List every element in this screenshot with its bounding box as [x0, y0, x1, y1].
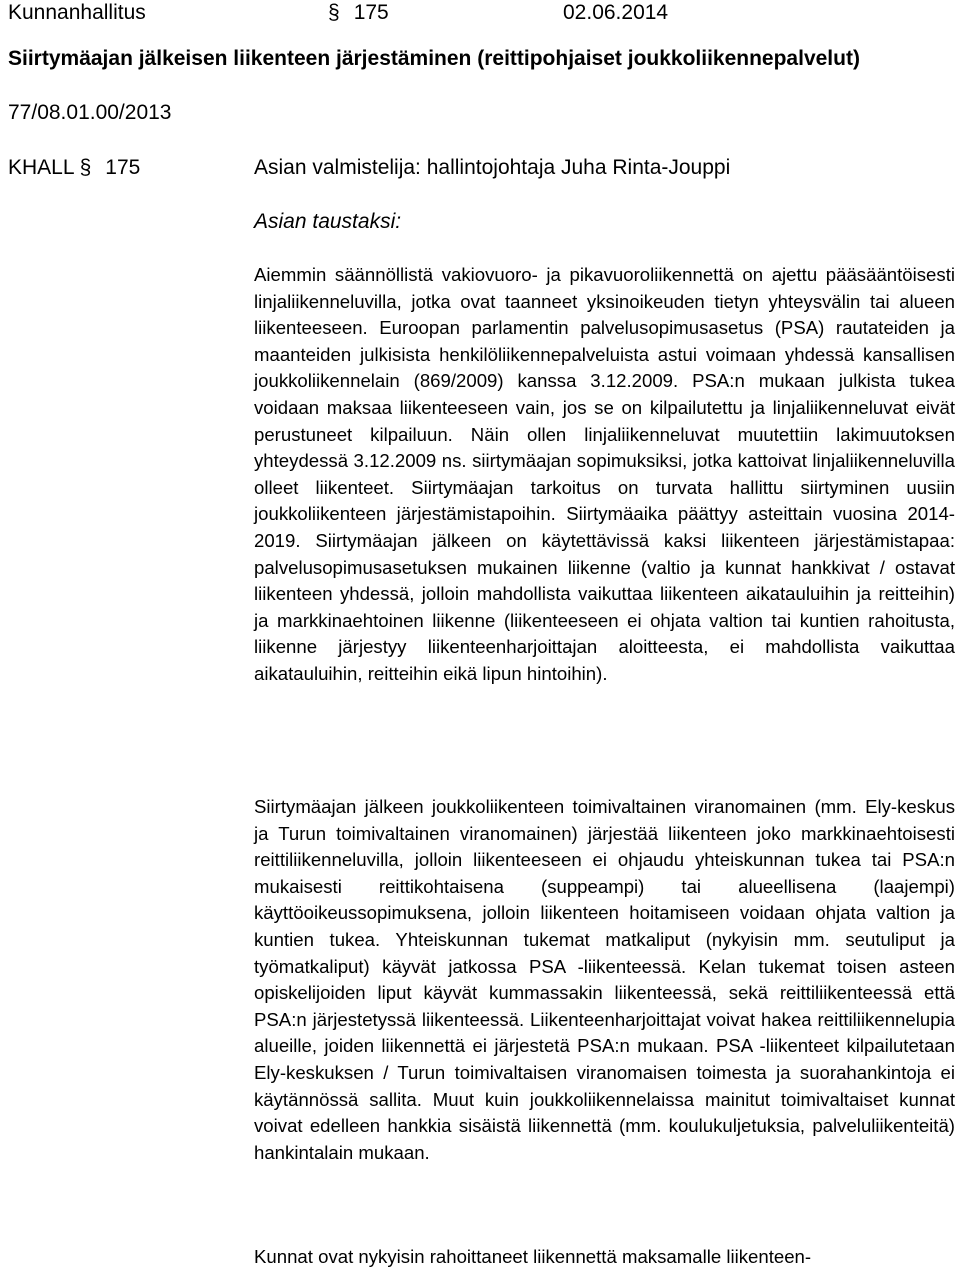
section-symbol: § — [328, 1, 340, 24]
body-paragraph: Aiemmin säännöllistä vakiovuoro- ja pikavuoroliikennettä on ajettu pääsääntöisesti linjaliikenneluvilla, jotka ovat taanneet yksinoikeuden tietyn yhteysvälin tai alueen liikenteeseen. Euroopan parlamentin palvelusopimusasetus (PSA) rautateiden ja maanteiden julkisista henkilöliikennepalveluista astui voimaan yhdessä kansallisen joukkoliikennelain (869/2009) kanssa 3.12.2009. PSA:n mukaan julkista tukea voidaan maksaa liikenteeseen vain, jos se on kilpailutettu ja linjaliikenneluvat eivät perustuneet kilpailuun. Näin ollen linjaliikenneluvat muutettiin lakimuutoksen yhteydessä 3.12.2009 ns. siirtymäajan sopimuksiksi, jotka kattoivat linjaliikenneluvilla olleet liikenteet. Siirtymäajan tarkoitus on turvata hallittu siirtyminen uusiin joukkoliikenteen järjestämistapoihin. Siirtymäaika päättyy asteittain vuosina 2014-2019. Siirtymäajan jälkeen on käytettävissä kaksi liikenteen järjestämistapaa: palvelusopimusasetuksen mukainen liikenne (valtio ja kunnat hankkivat / ostavat liikenteen yhdessä, jolloin mahdollista vaikuttaa liikenteen aikatauluihin ja reitteihin) ja markkinaehtoinen liikenne (liikenteeseen ei ohjata valtion tai kuntien rahoitusta, liikenne järjestyy liikenteenharjoittajan aloitteesta, ei mahdollista vaikuttaa aikatauluihin, reitteihin eikä lipun hintoihin). — [254, 264, 955, 684]
case-identifier — [8, 155, 140, 181]
background-heading: Asian taustaksi: — [254, 210, 402, 233]
case-number: 175 — [105, 156, 141, 179]
section-number: 175 — [353, 1, 389, 24]
body-paragraph: Kunnat ovat nykyisin rahoittaneet liikennettä maksamalle liikenteen- — [254, 1246, 812, 1267]
meeting-date: 02.06.2014 — [563, 1, 669, 24]
body-paragraph: Siirtymäajan jälkeen joukkoliikenteen toimivaltainen viranomainen (mm. Ely-keskus ja Turun toimivaltainen viranomainen) järjestää liikenteen joko markkinaehtoisesti reittiliikenneluvilla, jolloin liikenteeseen ei ohjaudu yhteiskunnan tukea tai PSA:n mukaisesti reittikohtaisena (suppeampi) tai alueellisena (laajempi) käyttöoikeussopimuksena, jolloin liikenteen hoitamiseen voidaan ohjata valtion ja kuntien tukea. Yhteiskunnan tukemat matkaliput (nykyisin mm. seutuliput ja työmatkaliput) käyvät jatkossa PSA -liikenteessä. Kelan tukemat toisen asteen opiskelijoiden liput käyvät kummassakin liikenteessä, sekä reittiliikenteessä että PSA:n järjestetyssä liikenteessä. Liikenteenharjoittajat voivat hakea reittiliikennelupia alueille, joiden liikennettä ei järjestetä PSA:n mukaan. PSA -liikenteet kilpailutetaan Ely-keskuksen / Turun toimivaltaisen viranomaisen toimesta ja suorahankintoja ei käytännössä sallita. Muut kuin joukkoliikennelaissa mainitut toimivaltaiset kunnat voivat edelleen hankkia sisäistä liikennettä (mm. koulukuljetuksia, palveluliikenteitä) hankintalain mukaan. — [254, 796, 955, 1163]
section-reference — [328, 0, 389, 26]
record-number: 77/08.01.00/2013 — [8, 101, 172, 124]
case-prefix: KHALL — [8, 156, 74, 179]
case-section-symbol: § — [79, 156, 92, 179]
document-title: Siirtymäajan jälkeisen liikenteen järjestäminen (reittipohjaiset joukkoliikennepalvelut) — [8, 47, 860, 70]
organization-name: Kunnanhallitus — [8, 1, 146, 24]
case-preparer: Asian valmistelija: hallintojohtaja Juha Rinta-Jouppi — [254, 156, 731, 179]
